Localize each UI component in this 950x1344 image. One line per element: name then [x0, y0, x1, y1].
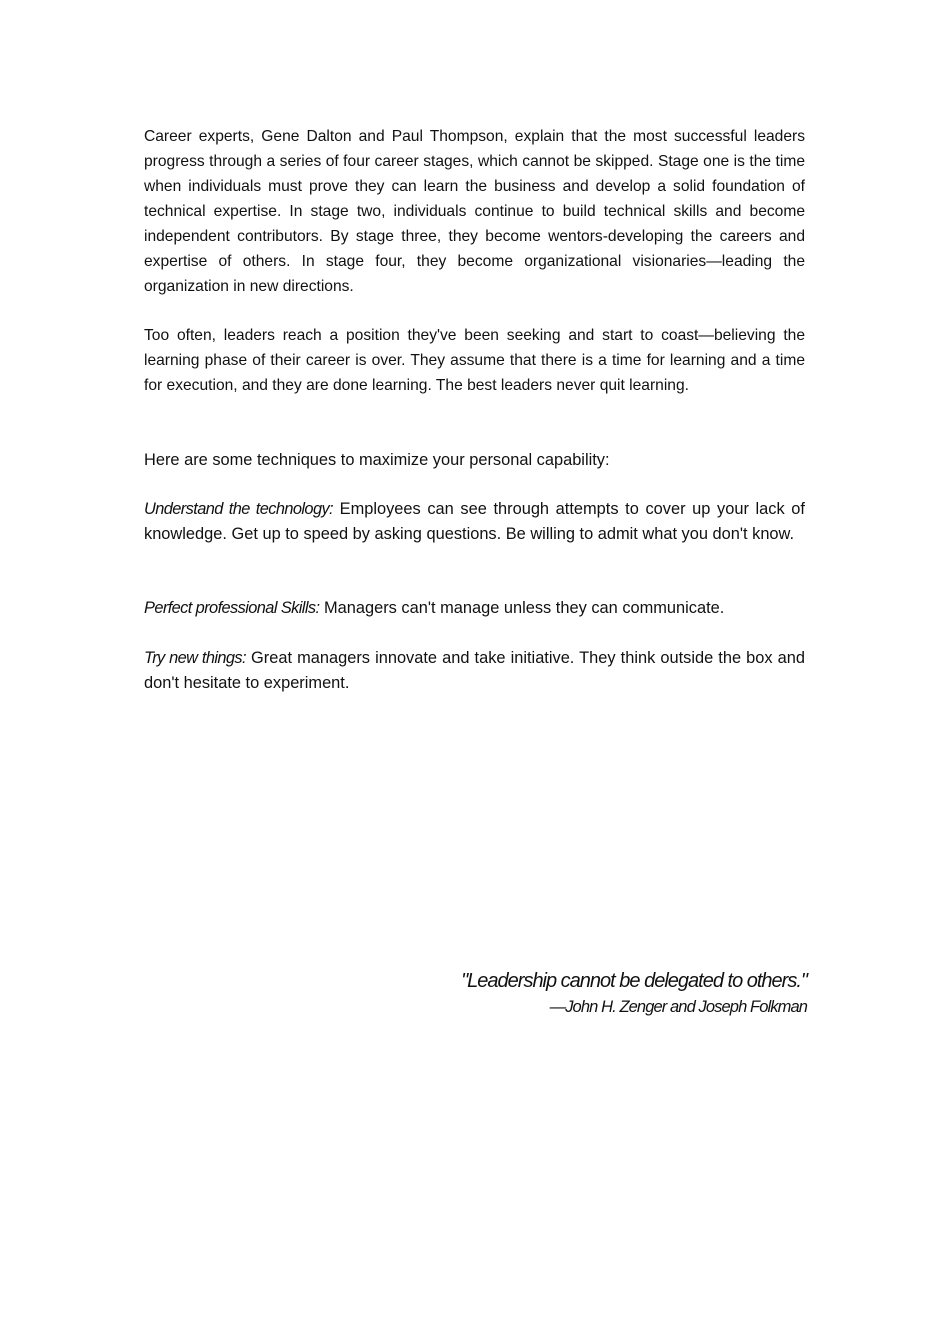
technique-text: Managers can't manage unless they can communicate. [319, 599, 725, 617]
technique-lead: Try new things: [144, 649, 246, 667]
technique-professional-skills [144, 596, 805, 621]
quote-attribution: —John H. Zenger and Joseph Folkman [549, 998, 807, 1016]
technique-text: Great managers innovate and take initiative. They think outside the box and don't hesitate to experiment. [144, 649, 805, 692]
techniques-intro: Here are some techniques to maximize your personal capability: [144, 451, 610, 469]
quote-text: "Leadership cannot be delegated to others." [461, 970, 807, 992]
technique-try-new-things [144, 646, 805, 696]
coasting-paragraph: Too often, leaders reach a position they've been seeking and start to coast—believing the learning phase of their career is over. They assume that there is a time for learning and a time for execution, and they are done learning. The best leaders never quit learning. [144, 327, 805, 394]
technique-text: Employees can see through attempts to cover up your lack of knowledge. Get up to speed by asking questions. Be willing to admit what you don't know. [144, 500, 805, 543]
technique-lead: Understand the technology: [144, 500, 334, 518]
technique-understand-technology [144, 497, 805, 547]
career-stages-paragraph: Career experts, Gene Dalton and Paul Thompson, explain that the most successful leaders progress through a series of four career stages, which cannot be skipped. Stage one is the time when individuals must prove they can learn the business and develop a solid foundation of technical expertise. In stage two, individuals continue to build technical skills and become independent contributors. By stage three, they become wentors-developing the careers and expertise of others. In stage four, they become organizational visionaries—leading the organization in new directions. [144, 128, 805, 295]
technique-lead: Perfect professional Skills: [144, 599, 320, 617]
